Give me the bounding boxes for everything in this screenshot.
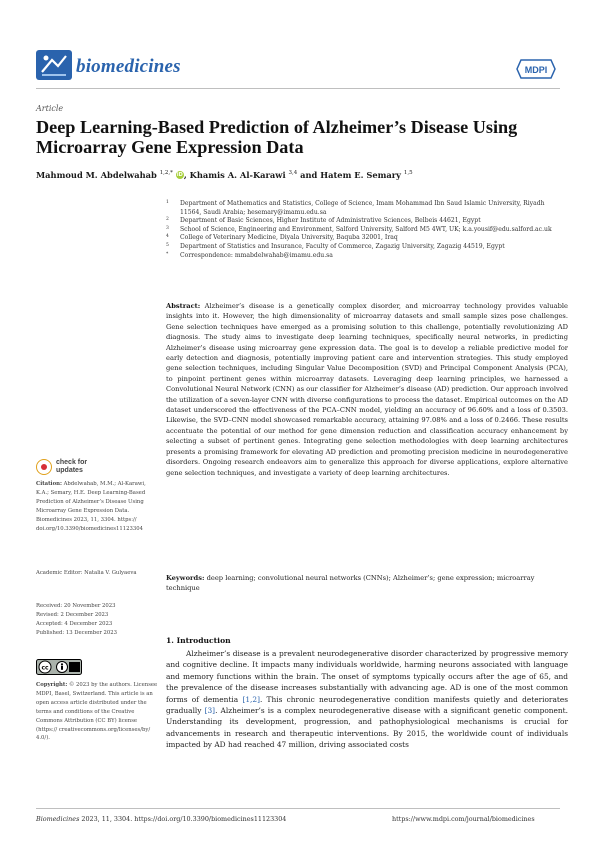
academic-editor [36,569,158,578]
affiliations [166,200,566,260]
affiliation-text: Department of Mathematics and Statistics, College of Science, Imam Mohammad Ibn Saud Islamic University, Riyadh 11564, Saudi Arabia; hesemary@imamu.edu.sa [180,200,545,216]
keywords [166,573,568,594]
abstract-label: Abstract: [166,302,201,310]
introduction-paragraph [166,648,568,751]
affiliation-item [166,243,566,252]
citation-text: Abdelwahab, M.M.; Al-Karawi, K.A.; Semary, H.E. Deep Learning-Based Prediction of Alzheimer’s Disease Using Microarray Gene Expression Data. Biomedicines 2023, 11, 3304. https:// doi.org/10.3390/biomedicines11123304 [36,481,146,532]
footer-doi[interactable]: 2023, 11, 3304. https://doi.org/10.3390/biomedicines11123304 [79,815,287,823]
check-updates-line2: updates [56,467,83,474]
footer-journal: Biomedicines [36,815,80,823]
abstract-text: Alzheimer’s disease is a genetically complex disorder, and microarray technology provides valuable insights into it. However, the high dimensionality of microarray datasets and small sample sizes pose challenges. Gene selection techniques have emerged as a promising solution to this challenge, potentially revolutionizing AD diagnosis. The study aims to investigate deep learning techniques, specifically neural networks, in predicting Alzheimer’s disease using microarray gene expression data. The goal is to develop a reliable predictive model for early detection and diagnosis, potentially improving patient care and intervention strategies. This study employed gene selection techniques, including Singular Value Decomposition (SVD) and Principal Component Analysis (PCA), to pinpoint pertinent genes within microarray datasets. Leveraging deep learning principles, we harnessed a Convolutional Neural Network (CNN) as our classifier for Alzheimer’s disease (AD) prediction. Our approach involved the utilization of a seven-layer CNN with diverse configurations to process the dataset. Empirical outcomes on the AD dataset underscored the effectiveness of the PCA–CNN model, yielding an accuracy of 96.60% and a loss of 0.3503. Likewise, the SVD–CNN model showcased remarkable accuracy, attaining 97.08% and a loss of 0.2466. These results accentuate the potential of our method for gene dimension reduction and classification accuracy enhancement by selecting a subset of pertinent genes. Integrating gene selection methodologies with deep learning architectures presents a promising framework for elevating AD prediction and promoting precision medicine in neurodegenerative disorders. Ongoing research endeavors aim to generalize this approach for diverse applications, explore alternative gene selection techniques, and investigate a variety of deep learning architectures. [166,302,568,477]
abstract [166,301,568,478]
editor-label: Academic Editor: [36,570,83,576]
citation-label: Citation: [36,481,62,487]
accepted-date: Accepted: 4 December 2023 [36,620,113,627]
copyright-text: © 2023 by the authors. Licensee MDPI, Basel, Switzerland. This article is an open access article distributed under the terms and conditions of the Creative Commons Attribution (CC BY) license (https:// creativecommons.org/licenses/by/ 4.0/). [36,682,158,742]
affiliation-item [166,234,566,243]
affiliation-text: College of Veterinary Medicine, Diyala University, Baquba 32001, Iraq [180,234,398,242]
journal-logo-icon [36,50,72,80]
affiliation-item [166,226,566,235]
affiliation-number: 2 [166,217,169,223]
cc-by-license-icon[interactable] [36,659,82,675]
editor-name: Natalia V. Gulyaeva [84,570,137,576]
citation-link[interactable]: [3] [204,706,216,716]
check-updates-line1: check for [56,459,88,466]
author-affil-sup: 3,4 [288,170,298,176]
affiliation-item [166,200,566,217]
author-separator: , [183,169,190,180]
intro-text: . This chronic neurodegenerative condition manifests quietly and deteriorates gradually [166,694,568,716]
citation-block [36,480,158,533]
header-divider [36,88,560,89]
affiliation-number: * [166,251,169,257]
intro-text: . Alzheimer’s is a complex neurodegenerative disease with a significant genetic component. Understanding its development, progression, and pathophysiological mechanisms is crucial for advancements in research and therapeutic interventions. By 2015, the worldwide count of individuals impacted by AD had reached 47 million, driving associated costs [166,706,568,750]
author-name[interactable]: Mahmoud M. Abdelwahab [36,169,157,180]
journal-name[interactable]: biomedicines [76,56,181,77]
author-affil-sup: 1,2,* [159,170,173,176]
author-name[interactable]: Khamis A. Al-Karawi [189,169,286,180]
check-updates-icon [36,459,52,475]
copyright-block [36,681,158,743]
orcid-icon[interactable]: iD [176,172,183,179]
author-affil-sup: 1,5 [403,170,413,176]
affiliation-item [166,252,566,261]
paper-title: Deep Learning-Based Prediction of Alzheimer’s Disease Using Microarray Gene Expression Data [36,117,518,157]
section-heading: 1. Introduction [166,636,231,645]
author-separator: and [297,169,321,180]
article-type: Article [36,104,64,113]
author-list [36,167,576,181]
affiliation-item [166,217,566,226]
citation-link[interactable]: [1,2] [242,694,260,704]
affiliation-number: 1 [166,200,169,205]
affiliation-text: School of Science, Engineering and Environment, Salford University, Salford M5 4WT, UK; k.a.yousif@edu.salford.ac.uk [180,225,552,233]
footer-divider [36,808,560,809]
intro-text: Alzheimer’s disease is a prevalent neurodegenerative disorder characterized by progressive memory and cognitive decline. It impacts many individuals worldwide, harming neurons associated with language and memory functions within the brain. The onset of symptoms typically occurs after the age of 65, and the prevalence of the disease increases substantially with advancing age. AD is one of the most common forms of dementia [166,649,568,704]
keywords-text: deep learning; convolutional neural networks (CNNs); Alzheimer’s; gene expression; microarray technique [166,574,535,593]
copyright-label: Copyright: [36,682,68,688]
affiliation-text: Department of Basic Sciences, Higher Institute of Administrative Sciences, Belbeis 44621, Egypt [180,217,481,225]
svg-text:cc: cc [41,664,49,672]
keywords-label: Keywords: [166,574,205,582]
affiliation-number: 5 [166,242,169,248]
mdpi-logo-text: MDPI [524,65,548,75]
author-name[interactable]: Hatem E. Semary [320,169,401,180]
footer-citation [36,815,286,823]
revised-date: Revised: 2 December 2023 [36,611,109,618]
affiliation-number: 4 [166,234,169,240]
received-date: Received: 20 November 2023 [36,603,116,609]
published-date: Published: 13 December 2023 [36,629,118,636]
dates-block [36,602,158,638]
footer-journal-url[interactable]: https://www.mdpi.com/journal/biomedicines [392,815,535,823]
affiliation-number: 3 [166,225,169,231]
affiliation-text: Department of Statistics and Insurance, Faculty of Commerce, Zagazig University, Zagazig 44519, Egypt [180,242,505,250]
affiliation-text: Correspondence: mmabdelwahab@imamu.edu.sa [180,251,333,259]
mdpi-logo-icon[interactable] [516,59,556,79]
